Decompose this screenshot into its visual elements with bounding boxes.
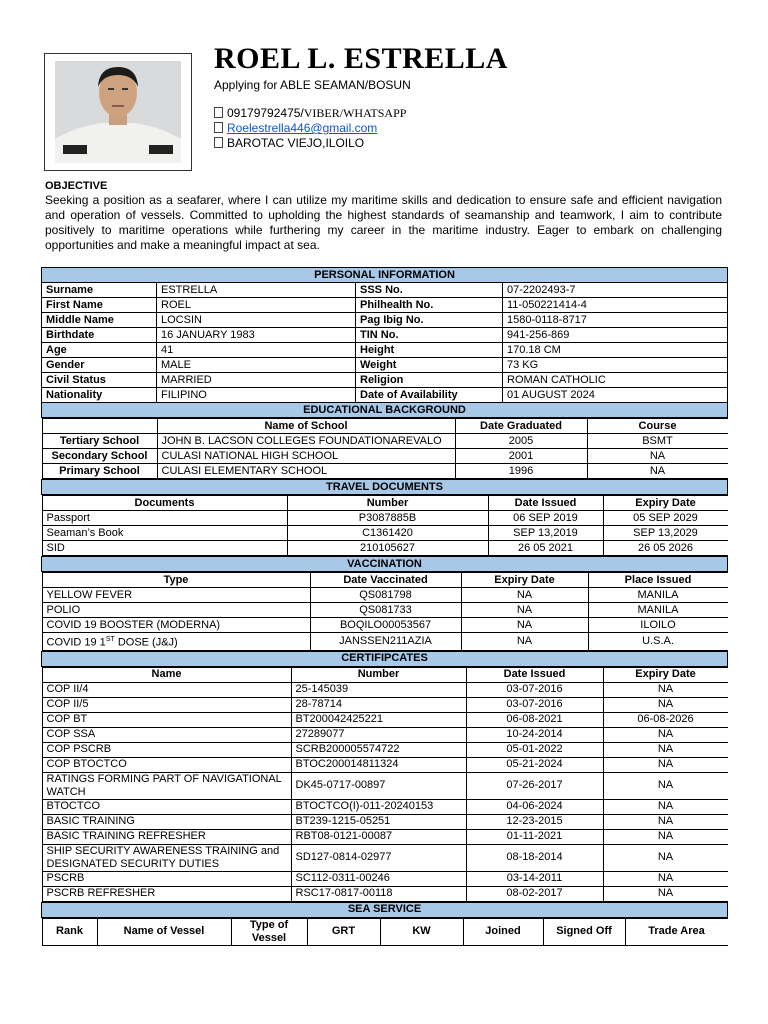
certificate-row-cell: BT239-1215-05251	[291, 814, 466, 829]
edu-header-date: Date Graduated	[455, 419, 587, 434]
education-table	[42, 418, 728, 479]
certificate-row-cell: NA	[603, 844, 728, 871]
objective-text: Seeking a position as a seafarer, where I can utilize my maritime skills and dedication to ensure safe and efficient navigation and operation of vessels. Committed to upholding the highest standards of seamanship and teamwork, I aim to contribute positively to maritime operations while furthering my career in the maritime industry. Eager to embark on challenging opportunities and make a meaningful impact at sea.	[45, 193, 722, 252]
travel-row-cell: SEP 13,2019	[488, 526, 603, 541]
vaccination-row-cell: YELLOW FEVER	[42, 588, 310, 603]
phone-number: 09179792475/	[227, 106, 304, 120]
certificate-row-cell: 10-24-2014	[466, 727, 603, 742]
sea-service-header-cell: GRT	[307, 918, 380, 945]
certificate-row	[42, 697, 728, 712]
personal-value: 41	[157, 343, 356, 358]
email-icon	[214, 122, 223, 133]
certificate-row-cell: RBT08-0121-00087	[291, 829, 466, 844]
certificate-row-cell: NA	[603, 799, 728, 814]
sea-service-header-cell: Name of Vessel	[97, 918, 231, 945]
personal-info-row	[42, 358, 728, 373]
certificate-row-cell: BTOCTCO	[42, 799, 291, 814]
certificate-row-cell: 04-06-2024	[466, 799, 603, 814]
vaccination-row	[42, 603, 728, 618]
personal-label: Civil Status	[42, 373, 157, 388]
travel-row-cell: 26 05 2021	[488, 541, 603, 556]
travel-row-header	[42, 496, 728, 511]
travel-row-cell: Seaman’s Book	[42, 526, 287, 541]
phone-line	[214, 106, 406, 121]
certificate-row-cell: 28-78714	[291, 697, 466, 712]
certificate-row-cell: 05-01-2022	[466, 742, 603, 757]
personal-value: 941-256-869	[503, 328, 728, 343]
certificate-row	[42, 844, 728, 871]
objective-title: OBJECTIVE	[45, 180, 108, 192]
certificate-row-cell: NA	[603, 814, 728, 829]
vaccination-row	[42, 588, 728, 603]
certificate-row-cell: BASIC TRAINING	[42, 814, 291, 829]
certificate-row-cell: SC112-0311-00246	[291, 871, 466, 886]
travel-row-cell: P3087885B	[287, 511, 488, 526]
vaccination-row-header-cell: Expiry Date	[461, 573, 588, 588]
personal-info-row	[42, 373, 728, 388]
vaccination-row-cell: POLIO	[42, 603, 310, 618]
school-name: CULASI NATIONAL HIGH SCHOOL	[157, 449, 455, 464]
travel-row-cell: 05 SEP 2029	[603, 511, 728, 526]
certificate-row-cell: NA	[603, 697, 728, 712]
profile-photo	[44, 53, 192, 171]
certificate-row-cell: PSCRB REFRESHER	[42, 886, 291, 901]
personal-info-row	[42, 343, 728, 358]
certificate-row	[42, 712, 728, 727]
certificate-row-cell: BTOC200014811324	[291, 757, 466, 772]
personal-label: Middle Name	[42, 313, 157, 328]
travel-row-cell: SEP 13,2029	[603, 526, 728, 541]
vaccination-row-cell: ILOILO	[588, 618, 728, 633]
location-icon	[214, 137, 223, 148]
phone-icon	[214, 107, 223, 118]
certificates-title: CERTIFIPCATES	[42, 651, 728, 666]
certificate-row-cell: COP PSCRB	[42, 742, 291, 757]
certificate-row-cell: 01-11-2021	[466, 829, 603, 844]
vaccination-row-cell: QS081798	[310, 588, 461, 603]
personal-value: ROMAN CATHOLIC	[503, 373, 728, 388]
person-photo-icon	[55, 61, 181, 163]
certificate-row-cell: COP BTOCTCO	[42, 757, 291, 772]
certificate-row-cell: NA	[603, 829, 728, 844]
address-line	[214, 136, 364, 150]
vaccine-type-text: COVID 19 1	[46, 636, 106, 649]
personal-info-row	[42, 328, 728, 343]
course: BSMT	[587, 434, 728, 449]
travel-row-header-cell: Number	[287, 496, 488, 511]
certificate-row-cell: 05-21-2024	[466, 757, 603, 772]
certificate-row-cell: NA	[603, 871, 728, 886]
certificate-row-cell: 07-26-2017	[466, 772, 603, 799]
personal-label: Date of Availability	[356, 388, 503, 403]
certificate-row-cell: SD127-0814-02977	[291, 844, 466, 871]
certificate-row-cell: COP BT	[42, 712, 291, 727]
date-graduated: 1996	[455, 464, 587, 479]
sea-service-header-cell: Type of Vessel	[231, 918, 307, 945]
personal-value: 11-050221414-4	[503, 298, 728, 313]
email-line	[214, 121, 377, 135]
personal-label: Pag Ibig No.	[356, 313, 503, 328]
vaccination-row-cell: NA	[461, 588, 588, 603]
certificate-row-cell: COP II/5	[42, 697, 291, 712]
personal-value: 73 KG	[503, 358, 728, 373]
personal-label: Religion	[356, 373, 503, 388]
certificate-row-cell: 25-145039	[291, 682, 466, 697]
travel-row-cell: Passport	[42, 511, 287, 526]
email-link[interactable]: Roelestrella446@gmail.com	[227, 121, 378, 135]
personal-label: Age	[42, 343, 157, 358]
vaccination-row-header	[42, 573, 728, 588]
certificate-row	[42, 814, 728, 829]
personal-value: ROEL	[157, 298, 356, 313]
personal-info-row	[42, 388, 728, 403]
personal-info-row	[42, 283, 728, 298]
certificate-row-cell: 08-18-2014	[466, 844, 603, 871]
vaccination-row-cell: BOQILO00053567	[310, 618, 461, 633]
personal-label: Gender	[42, 358, 157, 373]
certificate-row-cell: 27289077	[291, 727, 466, 742]
travel-table	[42, 495, 728, 556]
personal-info-row	[42, 313, 728, 328]
vaccination-title: VACCINATION	[42, 557, 728, 572]
personal-label: Weight	[356, 358, 503, 373]
travel-row-header-cell: Documents	[42, 496, 287, 511]
certificate-row-cell: NA	[603, 886, 728, 901]
vaccine-type-text: DOSE (J&J)	[114, 636, 178, 649]
vaccination-row-cell: MANILA	[588, 588, 728, 603]
certificate-row-cell: 03-14-2011	[466, 871, 603, 886]
sea-service-header-cell: Signed Off	[543, 918, 625, 945]
vaccination-row-header-cell: Type	[42, 573, 310, 588]
certificate-row-cell: BTOCTCO(I)-011-20240153	[291, 799, 466, 814]
vaccination-row-cell: NA	[461, 618, 588, 633]
travel-row-cell: 210105627	[287, 541, 488, 556]
course: NA	[587, 464, 728, 479]
sea-service-table	[42, 918, 728, 946]
certificate-row-cell: 06-08-2026	[603, 712, 728, 727]
certificate-row-header-cell: Name	[42, 667, 291, 682]
certificate-row	[42, 682, 728, 697]
personal-label: Surname	[42, 283, 157, 298]
personal-value: 170.18 CM	[503, 343, 728, 358]
school-name: CULASI ELEMENTARY SCHOOL	[157, 464, 455, 479]
certificate-row-cell: SHIP SECURITY AWARENESS TRAINING and DESIGNATED SECURITY DUTIES	[42, 844, 291, 871]
travel-row-cell: 06 SEP 2019	[488, 511, 603, 526]
sea-service-header	[42, 918, 728, 945]
travel-title: TRAVEL DOCUMENTS	[42, 480, 728, 495]
certificate-row-cell: NA	[603, 727, 728, 742]
personal-value: ESTRELLA	[157, 283, 356, 298]
personal-value: 1580-0118-8717	[503, 313, 728, 328]
vaccination-table	[42, 572, 728, 651]
personal-label: Height	[356, 343, 503, 358]
travel-row-header-cell: Date Issued	[488, 496, 603, 511]
travel-row-cell: C1361420	[287, 526, 488, 541]
certificate-row-header	[42, 667, 728, 682]
address: BAROTAC VIEJO,ILOILO	[227, 136, 365, 150]
personal-value: MALE	[157, 358, 356, 373]
vaccination-row	[42, 618, 728, 633]
certificate-row-cell: NA	[603, 682, 728, 697]
travel-row-header-cell: Expiry Date	[603, 496, 728, 511]
certificate-row	[42, 757, 728, 772]
certificate-row	[42, 742, 728, 757]
certificate-row-cell: PSCRB	[42, 871, 291, 886]
personal-value: FILIPINO	[157, 388, 356, 403]
personal-info-title: PERSONAL INFORMATION	[42, 268, 728, 283]
sea-service-header-cell: KW	[380, 918, 463, 945]
school-level: Secondary School	[42, 449, 157, 464]
certificate-row	[42, 871, 728, 886]
vaccination-row-cell: JANSSEN211AZIA	[310, 633, 461, 651]
travel-row-cell: 26 05 2026	[603, 541, 728, 556]
certificate-row	[42, 772, 728, 799]
personal-value: LOCSIN	[157, 313, 356, 328]
certificate-row-cell: NA	[603, 772, 728, 799]
certificate-row-header-cell: Number	[291, 667, 466, 682]
vaccination-row-cell: NA	[461, 603, 588, 618]
education-row	[42, 464, 728, 479]
vaccination-row-header-cell: Date Vaccinated	[310, 573, 461, 588]
vaccination-row-cell: MANILA	[588, 603, 728, 618]
applicant-name: ROEL L. ESTRELLA	[214, 42, 508, 75]
vaccination-row-header-cell: Place Issued	[588, 573, 728, 588]
certificate-row-cell: COP II/4	[42, 682, 291, 697]
certificate-row	[42, 886, 728, 901]
personal-value: MARRIED	[157, 373, 356, 388]
vaccination-row-cell: QS081733	[310, 603, 461, 618]
vaccination-row	[42, 633, 728, 651]
date-graduated: 2001	[455, 449, 587, 464]
personal-value: 01 AUGUST 2024	[503, 388, 728, 403]
vaccination-row-cell: NA	[461, 633, 588, 651]
certificate-row-cell: COP SSA	[42, 727, 291, 742]
education-row	[42, 434, 728, 449]
sea-service-title: SEA SERVICE	[42, 902, 728, 917]
applying-position: Applying for ABLE SEAMAN/BOSUN	[214, 78, 411, 92]
travel-row-cell: SID	[42, 541, 287, 556]
school-level: Tertiary School	[42, 434, 157, 449]
certificate-row-cell: BT200042425221	[291, 712, 466, 727]
personal-info-row	[42, 298, 728, 313]
certificate-row-cell: 06-08-2021	[466, 712, 603, 727]
sea-service-header-cell: Rank	[42, 918, 97, 945]
resume-table	[41, 267, 728, 946]
vaccination-row-cell: U.S.A.	[588, 633, 728, 651]
certificate-row-cell: 12-23-2015	[466, 814, 603, 829]
course: NA	[587, 449, 728, 464]
sea-service-header-cell: Trade Area	[625, 918, 728, 945]
school-level: Primary School	[42, 464, 157, 479]
personal-label: SSS No.	[356, 283, 503, 298]
certificate-row-header-cell: Expiry Date	[603, 667, 728, 682]
education-title: EDUCATIONAL BACKGROUND	[42, 403, 728, 418]
certificate-row-cell: DK45-0717-00897	[291, 772, 466, 799]
personal-value: 16 JANUARY 1983	[157, 328, 356, 343]
vaccination-row-cell: COVID 19 BOOSTER (MODERNA)	[42, 618, 310, 633]
personal-label: Birthdate	[42, 328, 157, 343]
phone-apps: VIBER/WHATSAPP	[303, 106, 407, 120]
certificate-row-cell: NA	[603, 757, 728, 772]
sea-service-header-cell: Joined	[463, 918, 543, 945]
certificate-row	[42, 799, 728, 814]
certificate-row-cell: SCRB200005574722	[291, 742, 466, 757]
personal-label: TIN No.	[356, 328, 503, 343]
edu-header-school: Name of School	[157, 419, 455, 434]
certificate-row-cell: RSC17-0817-00118	[291, 886, 466, 901]
certificates-table	[42, 667, 728, 902]
edu-header-course: Course	[587, 419, 728, 434]
travel-row	[42, 511, 728, 526]
certificate-row-cell: NA	[603, 742, 728, 757]
certificate-row-cell: 03-07-2016	[466, 682, 603, 697]
school-name: JOHN B. LACSON COLLEGES FOUNDATIONAREVALO	[157, 434, 455, 449]
certificate-row-cell: 08-02-2017	[466, 886, 603, 901]
personal-label: Nationality	[42, 388, 157, 403]
personal-label: Philhealth No.	[356, 298, 503, 313]
certificate-row	[42, 727, 728, 742]
date-graduated: 2005	[455, 434, 587, 449]
travel-row	[42, 541, 728, 556]
certificate-row-cell: BASIC TRAINING REFRESHER	[42, 829, 291, 844]
travel-row	[42, 526, 728, 541]
personal-label: First Name	[42, 298, 157, 313]
personal-value: 07-2202493-7	[503, 283, 728, 298]
certificate-row-header-cell: Date Issued	[466, 667, 603, 682]
vaccination-row-cell	[42, 633, 310, 651]
certificate-row	[42, 829, 728, 844]
certificate-row-cell: RATINGS FORMING PART OF NAVIGATIONAL WATCH	[42, 772, 291, 799]
vaccine-type-sup: ST	[105, 636, 115, 643]
education-row	[42, 449, 728, 464]
certificate-row-cell: 03-07-2016	[466, 697, 603, 712]
